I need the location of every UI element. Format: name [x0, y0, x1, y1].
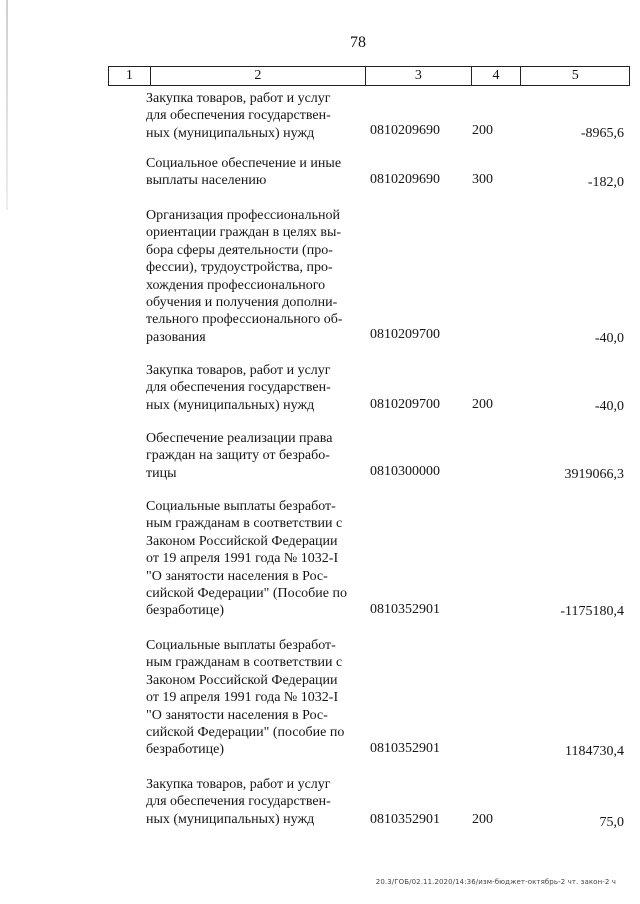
row-description: Обеспечение реализации права граждан на защиту от безрабо- тицы — [146, 431, 333, 481]
header-col-2: 2 — [151, 67, 366, 85]
row-description: Закупка товаров, работ и услуг для обеспечения государствен- ных (муниципальных) нужд — [146, 363, 331, 413]
row-code: 0810209700 — [370, 327, 440, 342]
row-code: 0810352901 — [370, 602, 440, 617]
header-col-5: 5 — [571, 68, 579, 83]
row-amount: 3919066,3 — [564, 467, 624, 482]
header-col-4: 4 — [472, 67, 522, 85]
scan-edge-line — [6, 0, 8, 210]
header-col-3: 3 — [366, 67, 472, 85]
row-code: 0810209690 — [370, 123, 440, 138]
row-description: Социальные выплаты безработ- ным гражданам в соответствии с Законом Российской Федерации от 19 апреля 1991 года № 1032-I "О занятости населения в Рос- сийской Федерации" (пособие по безработице) — [146, 638, 345, 758]
row-description: Социальное обеспечение и иные выплаты населению — [146, 156, 342, 189]
row-description: Закупка товаров, работ и услуг для обеспечения государствен- ных (муниципальных) нужд — [146, 91, 331, 141]
row-expense-type: 300 — [472, 172, 493, 187]
row-amount: -182,0 — [587, 175, 624, 190]
row-code: 0810352901 — [370, 812, 440, 827]
row-code: 0810209700 — [370, 397, 440, 412]
row-amount: -1175180,4 — [560, 604, 624, 619]
row-amount: -40,0 — [594, 331, 624, 346]
row-description: Закупка товаров, работ и услуг для обеспечения государствен- ных (муниципальных) нужд — [146, 777, 331, 827]
row-expense-type: 200 — [472, 397, 493, 412]
header-col-1: 1 — [109, 67, 151, 85]
row-amount: 1184730,4 — [565, 744, 624, 759]
row-description: Организация профессиональной ориентации граждан в целях вы- бора сферы деятельности (про- фессии), трудоустройства, про- хождения профессионального обучения и получения дополни- тельного профессионального об- разования — [146, 208, 343, 345]
row-amount: -40,0 — [594, 399, 624, 414]
row-code: 0810209690 — [370, 172, 440, 187]
row-code: 0810300000 — [370, 464, 440, 479]
row-amount: -8965,6 — [580, 126, 624, 141]
row-description: Социальные выплаты безработ- ным гражданам в соответствии с Законом Российской Федерации от 19 апреля 1991 года № 1032-I "О занятости населения в Рос- сийской Федерации" (Пособие по безработице) — [146, 499, 347, 619]
row-expense-type: 200 — [472, 123, 493, 138]
page-number: 78 — [350, 34, 366, 51]
document-footer: 20.3/ГОБ/02.11.2020/14:36/изм-бюджет-октябрь-2 чт. закон-2 ч — [375, 878, 616, 886]
row-amount: 75,0 — [599, 815, 624, 830]
table-header-row — [108, 66, 630, 86]
row-expense-type: 200 — [472, 812, 493, 827]
row-code: 0810352901 — [370, 741, 440, 756]
